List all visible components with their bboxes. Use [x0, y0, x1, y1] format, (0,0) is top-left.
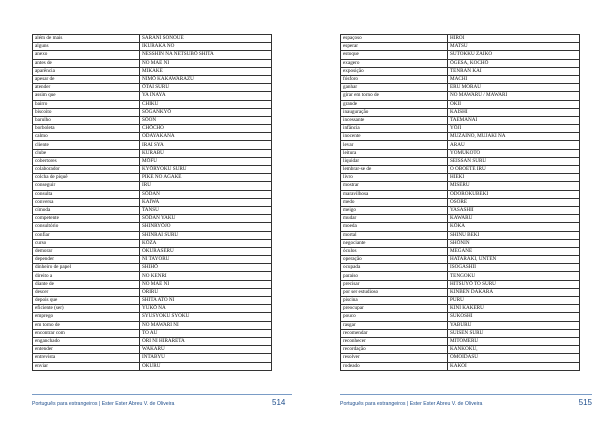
japanese-word: SEISSAN SURU [448, 157, 580, 165]
portuguese-word: entender [33, 346, 140, 354]
table-row [341, 84, 580, 92]
portuguese-word: depender [33, 256, 140, 264]
japanese-word: SHITA ATO NI [140, 297, 272, 305]
table-row [341, 288, 580, 296]
portuguese-word: exagero [341, 59, 448, 67]
japanese-word: SÕON [140, 116, 272, 124]
table-row [33, 149, 272, 157]
japanese-word: YÜKÕ NA [140, 305, 272, 313]
table-row [341, 206, 580, 214]
portuguese-word: óculos [341, 247, 448, 255]
table-row [33, 174, 272, 182]
japanese-word: KÕKA [448, 223, 580, 231]
japanese-word: PURU [448, 297, 580, 305]
table-row [341, 305, 580, 313]
table-row [341, 67, 580, 75]
portuguese-word: em torno de [33, 321, 140, 329]
japanese-word: SÕDAN [140, 190, 272, 198]
table-row [33, 346, 272, 354]
table-row [341, 354, 580, 362]
japanese-word: INTABYÜ [140, 354, 272, 362]
portuguese-word: levar [341, 141, 448, 149]
table-row [341, 321, 580, 329]
portuguese-word: rodeado [341, 362, 448, 370]
japanese-word: MATSU [448, 43, 580, 51]
portuguese-word: emprego [33, 313, 140, 321]
japanese-word: TO AU [140, 329, 272, 337]
table-row [33, 182, 272, 190]
portuguese-word: calmo [33, 133, 140, 141]
portuguese-word: enganchado [33, 337, 140, 345]
table-row [33, 59, 272, 67]
japanese-word: ODOROKUBEKI [448, 190, 580, 198]
portuguese-word: meigo [341, 206, 448, 214]
japanese-word: YÕJI [448, 125, 580, 133]
japanese-word: NO MAE NI [140, 59, 272, 67]
portuguese-word: inauguração [341, 108, 448, 116]
japanese-word: NO MAWARU / MAWARI [448, 92, 580, 100]
japanese-word: HIROI [448, 35, 580, 43]
table-row [33, 280, 272, 288]
table-row [341, 157, 580, 165]
japanese-word: WAKARU [140, 346, 272, 354]
japanese-word: SHINRAI SURU [140, 231, 272, 239]
portuguese-word: liquidar [341, 157, 448, 165]
page-footer [32, 394, 292, 411]
table-row [341, 174, 580, 182]
footer-credit: Português para estrangeiros | Ester Ester Abreu V. de Oliveira [32, 401, 175, 407]
japanese-word: HIEKI [448, 174, 580, 182]
japanese-word: NO MAE NI [140, 280, 272, 288]
table-row [341, 297, 580, 305]
table-row [341, 313, 580, 321]
japanese-word: PIKE NO AGAKE [140, 174, 272, 182]
japanese-word: OKURU [140, 362, 272, 370]
japanese-word: SHINU BEKI [448, 231, 580, 239]
portuguese-word: maravilhosa [341, 190, 448, 198]
japanese-word: YA INAYA [140, 92, 272, 100]
japanese-word: SUISEN SURU [448, 329, 580, 337]
table-row [341, 59, 580, 67]
portuguese-word: consultório [33, 223, 140, 231]
table-row [33, 337, 272, 345]
portuguese-word: mortal [341, 231, 448, 239]
table-row [341, 100, 580, 108]
table-row [33, 329, 272, 337]
table-row [33, 354, 272, 362]
table-row [341, 51, 580, 59]
portuguese-word: negociante [341, 239, 448, 247]
table-row [33, 133, 272, 141]
table-row [33, 84, 272, 92]
japanese-word: SUKOSHI [448, 313, 580, 321]
table-row [33, 247, 272, 255]
japanese-word: HITSUYÕ TO SURU [448, 280, 580, 288]
portuguese-word: ganhar [341, 84, 448, 92]
table-row [33, 223, 272, 231]
portuguese-word: exposição [341, 67, 448, 75]
japanese-word: MITOMERU [448, 337, 580, 345]
japanese-word: KINI KAKERU [448, 305, 580, 313]
japanese-word: CHIKU [140, 100, 272, 108]
table-row [341, 272, 580, 280]
table-row [33, 100, 272, 108]
right-page [300, 0, 600, 424]
portuguese-word: diante de [33, 280, 140, 288]
table-row [33, 215, 272, 223]
japanese-word: HATARAKI, UNTEN [448, 256, 580, 264]
page-number: 515 [578, 398, 592, 407]
portuguese-word: incessante [341, 116, 448, 124]
portuguese-word: medo [341, 198, 448, 206]
portuguese-word: conversa [33, 198, 140, 206]
japanese-word: KANKOKU, [448, 346, 580, 354]
portuguese-word: precisar [341, 280, 448, 288]
japanese-word: ÕGESA, KOCHÕ [448, 59, 580, 67]
japanese-word: TAEMANAI [448, 116, 580, 124]
japanese-word: NO MAWARI NI [140, 321, 272, 329]
table-row [341, 198, 580, 206]
japanese-word: NI TAYORU [140, 256, 272, 264]
japanese-word: MEGANE [448, 247, 580, 255]
table-row [33, 157, 272, 165]
table-row [341, 35, 580, 43]
portuguese-word: enviar [33, 362, 140, 370]
japanese-word: CHÕCHO [140, 125, 272, 133]
table-row [33, 305, 272, 313]
portuguese-word: aparência [33, 67, 140, 75]
japanese-word: SYÜSYOKU SYOKU [140, 313, 272, 321]
table-row [341, 125, 580, 133]
table-row [33, 51, 272, 59]
table-row [33, 116, 272, 124]
table-row [33, 67, 272, 75]
portuguese-word: atender [33, 84, 140, 92]
table-row [341, 223, 580, 231]
portuguese-word: rasgar [341, 321, 448, 329]
table-row [33, 313, 272, 321]
portuguese-word: estoque [341, 51, 448, 59]
table-row [33, 166, 272, 174]
portuguese-word: lembrar-se de [341, 166, 448, 174]
japanese-word: ORI NI HIRARETA [140, 337, 272, 345]
table-row [33, 297, 272, 305]
page-number: 514 [272, 398, 286, 407]
japanese-word: KAIWA [140, 198, 272, 206]
japanese-word: NIMÕ KAKAWARAZU [140, 75, 272, 83]
portuguese-word: resolver [341, 354, 448, 362]
footer-credit: Português para estrangeiros | Ester Ester Abreu V. de Oliveira [340, 401, 483, 407]
japanese-word: ERU MORAU [448, 84, 580, 92]
table-row [33, 362, 272, 370]
portuguese-word: apesar de [33, 75, 140, 83]
portuguese-word: biscoito [33, 108, 140, 116]
table-row [341, 362, 580, 370]
table-row [341, 182, 580, 190]
table-row [33, 256, 272, 264]
japanese-word: ORIRU [140, 288, 272, 296]
japanese-word: NESSHIN NA NETSUBÕ SHITA [140, 51, 272, 59]
japanese-word: MUZAINO, MUJAKI NA [448, 133, 580, 141]
japanese-word: OMOIDASU [448, 354, 580, 362]
japanese-word: ÕTAI SURU [140, 84, 272, 92]
japanese-word: KAWARU [448, 215, 580, 223]
japanese-word: SARANI SONOUE [140, 35, 272, 43]
japanese-word: NO KENRI [140, 272, 272, 280]
table-row [341, 346, 580, 354]
portuguese-word: colcha de piquê [33, 174, 140, 182]
portuguese-word: reconhecer [341, 337, 448, 345]
table-row [33, 125, 272, 133]
portuguese-word: paraíso [341, 272, 448, 280]
portuguese-word: grande [341, 100, 448, 108]
table-row [341, 329, 580, 337]
portuguese-word: mudar [341, 215, 448, 223]
portuguese-word: livro [341, 174, 448, 182]
table-row [341, 141, 580, 149]
japanese-word: O OBOETE IRU [448, 166, 580, 174]
table-row [341, 149, 580, 157]
japanese-word: SHIHÕ [140, 264, 272, 272]
vocabulary-table [340, 34, 580, 371]
japanese-word: MÕFU [140, 157, 272, 165]
japanese-word: OSORE [448, 198, 580, 206]
portuguese-word: assim que [33, 92, 140, 100]
portuguese-word: demorar [33, 247, 140, 255]
japanese-word: SÕGANKYÕ [140, 108, 272, 116]
table-row [33, 206, 272, 214]
table-row [33, 321, 272, 329]
table-row [341, 256, 580, 264]
portuguese-word: cliente [33, 141, 140, 149]
japanese-word: TANSU [140, 206, 272, 214]
portuguese-word: címoda [33, 206, 140, 214]
portuguese-word: pouco [341, 313, 448, 321]
japanese-word: ISOGASHII [448, 264, 580, 272]
vocabulary-table [32, 34, 272, 371]
table-row [33, 43, 272, 51]
portuguese-word: moeda [341, 223, 448, 231]
portuguese-word: curso [33, 239, 140, 247]
portuguese-word: esperar [341, 43, 448, 51]
japanese-word: KÕZA [140, 239, 272, 247]
portuguese-word: operação [341, 256, 448, 264]
table-row [341, 280, 580, 288]
portuguese-word: recomendar [341, 329, 448, 337]
portuguese-word: inocente [341, 133, 448, 141]
portuguese-word: espaçoso [341, 35, 448, 43]
portuguese-word: barulho [33, 116, 140, 124]
japanese-word: IRAI SYA [140, 141, 272, 149]
portuguese-word: eficiente (ser) [33, 305, 140, 313]
japanese-word: YASASHII [448, 206, 580, 214]
table-row [341, 166, 580, 174]
table-row [341, 239, 580, 247]
japanese-word: KINBEN DAKARA [448, 288, 580, 296]
table-row [33, 231, 272, 239]
portuguese-word: clube [33, 149, 140, 157]
portuguese-word: preocupar [341, 305, 448, 313]
table-row [341, 231, 580, 239]
portuguese-word: bairro [33, 100, 140, 108]
table-row [341, 337, 580, 345]
table-row [33, 288, 272, 296]
japanese-word: SUTOKKU ZAIKO [448, 51, 580, 59]
japanese-word: KAISHI [448, 108, 580, 116]
portuguese-word: encontrar com [33, 329, 140, 337]
japanese-word: KAKOI [448, 362, 580, 370]
table-row [33, 190, 272, 198]
table-row [33, 198, 272, 206]
table-row [33, 92, 272, 100]
portuguese-word: depois que [33, 297, 140, 305]
japanese-word: TENRAN KAI [448, 67, 580, 75]
portuguese-word: descer [33, 288, 140, 296]
portuguese-word: piscina [341, 297, 448, 305]
table-row [33, 75, 272, 83]
japanese-word: TENGOKU [448, 272, 580, 280]
japanese-word: YABURU [448, 321, 580, 329]
portuguese-word: além de mais [33, 35, 140, 43]
table-row [341, 43, 580, 51]
table-row [33, 264, 272, 272]
portuguese-word: girar em torno de [341, 92, 448, 100]
portuguese-word: colaborador [33, 166, 140, 174]
japanese-word: MISERU [448, 182, 580, 190]
table-row [341, 215, 580, 223]
table-row [33, 239, 272, 247]
japanese-word: SHÕNIN [448, 239, 580, 247]
portuguese-word: consulta [33, 190, 140, 198]
japanese-word: IRU [140, 182, 272, 190]
japanese-word: SHINRYÕJO [140, 223, 272, 231]
portuguese-word: antes de [33, 59, 140, 67]
portuguese-word: ocupada [341, 264, 448, 272]
japanese-word: ARAU [448, 141, 580, 149]
japanese-word: ODAYAKANA [140, 133, 272, 141]
table-row [341, 75, 580, 83]
japanese-word: YOMUKOTO [448, 149, 580, 157]
portuguese-word: borboleta [33, 125, 140, 133]
page-footer [340, 394, 592, 411]
table-row [341, 190, 580, 198]
table-row [341, 92, 580, 100]
portuguese-word: alguns [33, 43, 140, 51]
portuguese-word: infância [341, 125, 448, 133]
table-row [33, 272, 272, 280]
portuguese-word: entrevista [33, 354, 140, 362]
table-row [341, 247, 580, 255]
japanese-word: OKII [448, 100, 580, 108]
table-row [33, 108, 272, 116]
table-row [341, 133, 580, 141]
portuguese-word: dinheiro de papel [33, 264, 140, 272]
japanese-word: KURABU [140, 149, 272, 157]
table-row [341, 108, 580, 116]
table-row [341, 116, 580, 124]
japanese-word: OKURASERU [140, 247, 272, 255]
japanese-word: IKURAKA NO [140, 43, 272, 51]
portuguese-word: competente [33, 215, 140, 223]
table-row [341, 264, 580, 272]
table-row [33, 141, 272, 149]
portuguese-word: mostrar [341, 182, 448, 190]
table-row [33, 35, 272, 43]
portuguese-word: fósforo [341, 75, 448, 83]
portuguese-word: por ser estudioso [341, 288, 448, 296]
portuguese-word: conseguir [33, 182, 140, 190]
portuguese-word: cobertores [33, 157, 140, 165]
portuguese-word: direito a [33, 272, 140, 280]
portuguese-word: recordação [341, 346, 448, 354]
portuguese-word: anexo [33, 51, 140, 59]
japanese-word: MIKAKE [140, 67, 272, 75]
japanese-word: SÕDAN YAKU [140, 215, 272, 223]
japanese-word: MACHI [448, 75, 580, 83]
portuguese-word: confiar [33, 231, 140, 239]
portuguese-word: leitura [341, 149, 448, 157]
japanese-word: KYÕRYOKU SURU [140, 166, 272, 174]
